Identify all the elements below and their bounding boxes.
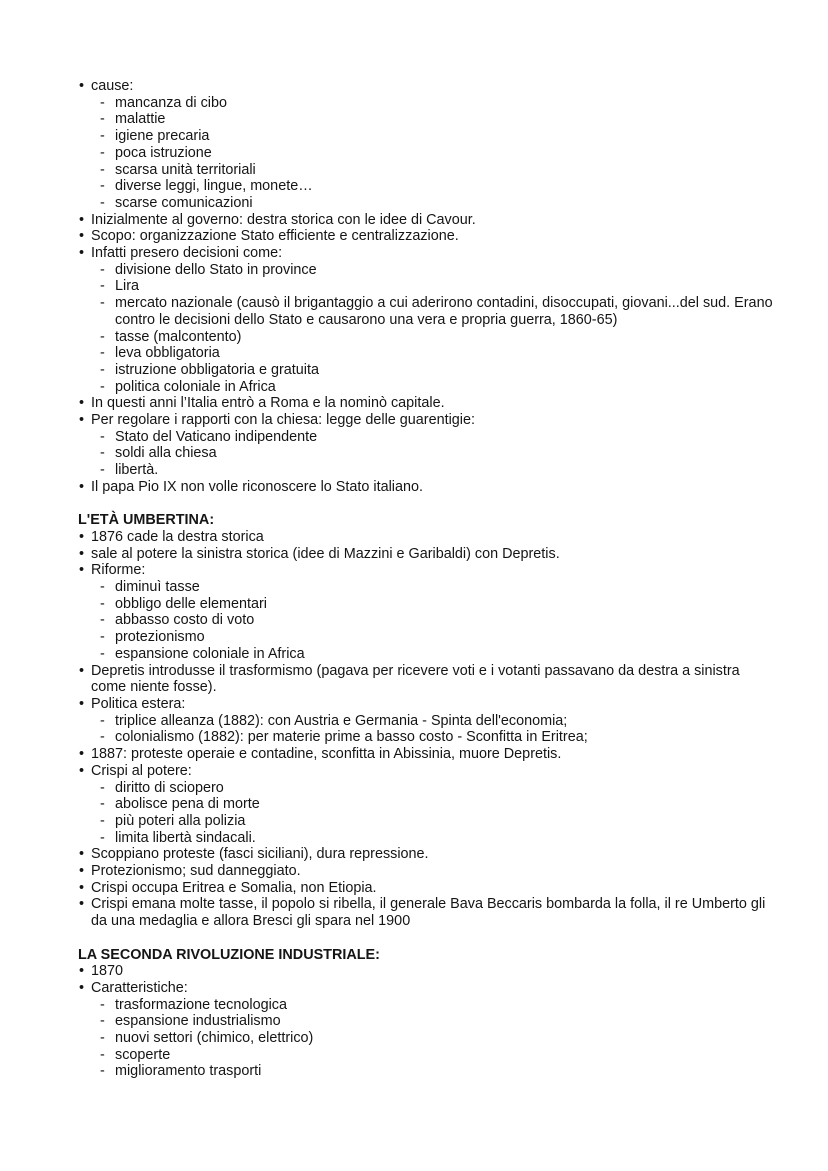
sub-item: - Lira <box>78 278 778 295</box>
bullet-item: • sale al potere la sinistra storica (idee di Mazzini e Garibaldi) con Depretis. <box>78 546 778 563</box>
sub-item: - diritto di sciopero <box>78 780 778 797</box>
sub-item: - nuovi settori (chimico, elettrico) <box>78 1030 778 1047</box>
bullet-item: • 1887: proteste operaie e contadine, sconfitta in Abissinia, muore Depretis. <box>78 746 778 763</box>
sub-item: - triplice alleanza (1882): con Austria e Germania - Spinta dell'economia; <box>78 713 778 730</box>
sub-item: - colonialismo (1882): per materie prime a basso costo - Sconfitta in Eritrea; <box>78 729 778 746</box>
bullet-item: • Crispi occupa Eritrea e Somalia, non Etiopia. <box>78 880 778 897</box>
bullet-item: • Riforme: <box>78 562 778 579</box>
sub-item: - scarsa unità territoriali <box>78 162 778 179</box>
sub-item: - più poteri alla polizia <box>78 813 778 830</box>
bullet-item: • Inizialmente al governo: destra storica con le idee di Cavour. <box>78 212 778 229</box>
sub-item: - diminuì tasse <box>78 579 778 596</box>
bullet-item: • Crispi emana molte tasse, il popolo si ribella, il generale Bava Beccaris bombarda la folla, il re Umberto gli da una medaglia e allora Bresci gli spara nel 1900 <box>78 896 778 929</box>
bullet-item: • Scoppiano proteste (fasci siciliani), dura repressione. <box>78 846 778 863</box>
sub-item: - igiene precaria <box>78 128 778 145</box>
bullet-item: • Per regolare i rapporti con la chiesa: legge delle guarentigie: <box>78 412 778 429</box>
bullet-item: • Il papa Pio IX non volle riconoscere lo Stato italiano. <box>78 479 778 496</box>
sub-item: - poca istruzione <box>78 145 778 162</box>
sub-item: - abbasso costo di voto <box>78 612 778 629</box>
bullet-item: • In questi anni l’Italia entrò a Roma e la nominò capitale. <box>78 395 778 412</box>
bullet-item: • Crispi al potere: <box>78 763 778 780</box>
sub-item: - abolisce pena di morte <box>78 796 778 813</box>
sub-item: - scoperte <box>78 1047 778 1064</box>
bullet-item: • Depretis introdusse il trasformismo (pagava per ricevere voti e i votanti passavano da destra a sinistra come niente fosse). <box>78 663 778 696</box>
bullet-item: • cause: <box>78 78 778 95</box>
sub-item: - limita libertà sindacali. <box>78 830 778 847</box>
bullet-item: • 1876 cade la destra storica <box>78 529 778 546</box>
section-title-seconda-rivoluzione: LA SECONDA RIVOLUZIONE INDUSTRIALE: <box>78 946 380 963</box>
sub-item: - tasse (malcontento) <box>78 329 778 346</box>
sub-item: - trasformazione tecnologica <box>78 997 778 1014</box>
bullet-item: • Infatti presero decisioni come: <box>78 245 778 262</box>
seconda-rivoluzione-list <box>78 963 778 1080</box>
umbertina-list <box>78 529 778 930</box>
sub-item: - protezionismo <box>78 629 778 646</box>
sub-item: - espansione industrialismo <box>78 1013 778 1030</box>
sub-item: - divisione dello Stato in province <box>78 262 778 279</box>
bullet-item: • Scopo: organizzazione Stato efficiente e centralizzazione. <box>78 228 778 245</box>
sub-item: - leva obbligatoria <box>78 345 778 362</box>
bullet-item: • Politica estera: <box>78 696 778 713</box>
sub-item: - istruzione obbligatoria e gratuita <box>78 362 778 379</box>
sub-item: - libertà. <box>78 462 778 479</box>
bullet-item: • Protezionismo; sud danneggiato. <box>78 863 778 880</box>
sub-item: - mercato nazionale (causò il brigantaggio a cui aderirono contadini, disoccupati, giovani...del sud. Erano contro le decisioni dello Stato e causarono una vera e propria guerra, 1860-65) <box>78 295 778 328</box>
sub-item: - mancanza di cibo <box>78 95 778 112</box>
sub-item: - diverse leggi, lingue, monete… <box>78 178 778 195</box>
sub-item: - scarse comunicazioni <box>78 195 778 212</box>
sub-item: - obbligo delle elementari <box>78 596 778 613</box>
section-title-umbertina: L'ETÀ UMBERTINA: <box>78 512 215 529</box>
sub-item: - Stato del Vaticano indipendente <box>78 429 778 446</box>
sub-item: - malattie <box>78 111 778 128</box>
bullet-item: • Caratteristiche: <box>78 980 778 997</box>
section-gap <box>78 496 778 513</box>
bullet-item: • 1870 <box>78 963 778 980</box>
sub-item: - soldi alla chiesa <box>78 445 778 462</box>
sub-item: - miglioramento trasporti <box>78 1063 778 1080</box>
sub-item: - politica coloniale in Africa <box>78 379 778 396</box>
section-gap <box>78 930 778 947</box>
intro-list <box>78 78 778 496</box>
sub-item: - espansione coloniale in Africa <box>78 646 778 663</box>
document-body <box>78 78 778 1080</box>
